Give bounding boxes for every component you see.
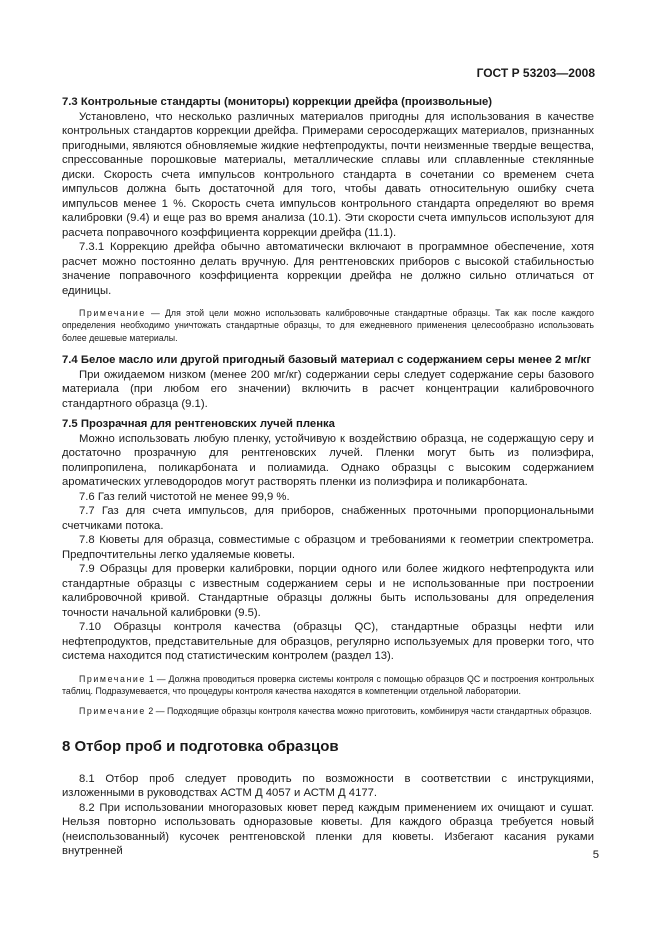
note-7-10-2: [62, 705, 594, 717]
clause-7-6: 7.6 Газ гелий чистотой не менее 99,9 %.: [79, 490, 290, 503]
note-label: Примечание: [79, 705, 146, 716]
note-7-10-1: [62, 673, 594, 698]
note-text: 1 — Должна проводиться проверка системы контроля с помощью образцов QC и построения контрольных таблиц. Подразумевается, что процедуры контроля качества находятся в компетенции отдельной лаборатории.: [62, 673, 594, 697]
note-text: — Для этой цели можно использовать калибровочные стандартные образцы. Так как после каждого определения необходимо уничтожать стандартные образцы, то для ежедневного применения целесообразно использовать более дешевые материалы.: [62, 308, 594, 343]
clause-7-8: 7.8 Кюветы для образца, совместимые с образцом и требованиями к геометрии спектрометра. Предпочтительны легко удаляемые кюветы.: [62, 534, 594, 561]
note-label: Примечание: [79, 673, 146, 684]
note-7-3: [62, 307, 594, 344]
document-code: ГОСТ Р 53203—2008: [476, 66, 595, 80]
clause-7-9: 7.9 Образцы для проверки калибровки, порции одного или более жидкого нефтепродукта или стандартные образцы с известным содержанием серы и не использованные при построении калибровочной кривой. Стандартные образцы должны быть использованы для определения точности начальной калибровки (9.5).: [62, 563, 594, 619]
clause-7-3-1: 7.3.1 Коррекцию дрейфа обычно автоматически включают в программное обеспечение, хотя расчет можно постоянно делать вручную. Для рентгеновских приборов с высокой стабильностью значение поправочного коэффициента коррекции дрейфа не должно сильно отличаться от единицы.: [62, 241, 594, 297]
section-7-5-heading: 7.5 Прозрачная для рентгеновских лучей пленка: [62, 418, 335, 431]
clause-8-2: 8.2 При использовании многоразовых кювет перед каждым применением их очищают и сушат. Нельзя повторно использовать одноразовые кюветы. Для каждого образца требуется новый (неиспользованный) кусочек рентгеновской пленки для кюветы. Избегают касания руками внутренней: [62, 801, 594, 858]
page-number: 5: [592, 849, 599, 861]
note-text: 2 — Подходящие образцы контроля качества можно приготовить, комбинируя части стандартных образцов.: [145, 705, 592, 716]
clause-7-7: 7.7 Газ для счета импульсов, для приборов, снабженных проточными пропорциональными счетчиками потока.: [62, 505, 594, 532]
section-7-3-paragraph: Установлено, что несколько различных материалов пригодны для использования в качестве контрольных стандартов коррекции дрейфа. Примерами серосодержащих материалов, признанных пригодными, являются обновляемые жидкие нефтепродукты, почти неизменные твердые вещества, спрессованные порошковые материалы, металлические сплавы или сплавленные стеклянные диски. Скорость счета импульсов контрольного стандарта в сочетании со временем счета импульсов должна быть достаточной для того, чтобы давать относительную ошибку счета импульсов менее 1 %. Скорость счета импульсов контрольного стандарта определяют во время калибровки (9.4) и еще раз во время анализа (10.1). Эти скорости счета импульсов используют для расчета поправочного коэффициента коррекции дрейфа (11.1).: [62, 110, 594, 239]
section-7-4-paragraph: При ожидаемом низком (менее 200 мг/кг) содержании серы следует содержание серы базового материала (при любом его значении) включить в расчет концентрации калибровочного стандартного образца (9.1).: [62, 368, 594, 410]
clause-8-1: 8.1 Отбор проб следует проводить по возможности в соответствии с инструкциями, изложенными в руководствах АСТМ Д 4057 и АСТМ Д 4177.: [62, 772, 594, 800]
page-body: [62, 95, 594, 859]
section-8-heading: 8 Отбор проб и подготовка образцов: [62, 737, 339, 755]
section-7-5-paragraph: Можно использовать любую пленку, устойчивую к воздействию образца, не содержащую серу и достаточно прозрачную для рентгеновских лучей. Пленки могут быть из полиэфира, полипропилена, поликарбоната и полиамида. Однако образцы с высоким содержанием ароматических углеводородов могут растворять пленки из полиэфира и поликарбоната.: [62, 432, 594, 489]
note-label: Примечание: [79, 308, 146, 318]
section-7-3-heading: 7.3 Контрольные стандарты (мониторы) коррекции дрейфа (произвольные): [62, 96, 493, 108]
section-7-4-heading: 7.4 Белое масло или другой пригодный базовый материал с содержанием серы менее 2 мг/кг: [62, 354, 592, 367]
clause-7-10: 7.10 Образцы контроля качества (образцы QC), стандартные образцы нефти или нефтепродуктов, представительные для образцов, регулярно используемых для проверки того, что система находится под статистическим контролем (раздел 13).: [62, 621, 594, 663]
